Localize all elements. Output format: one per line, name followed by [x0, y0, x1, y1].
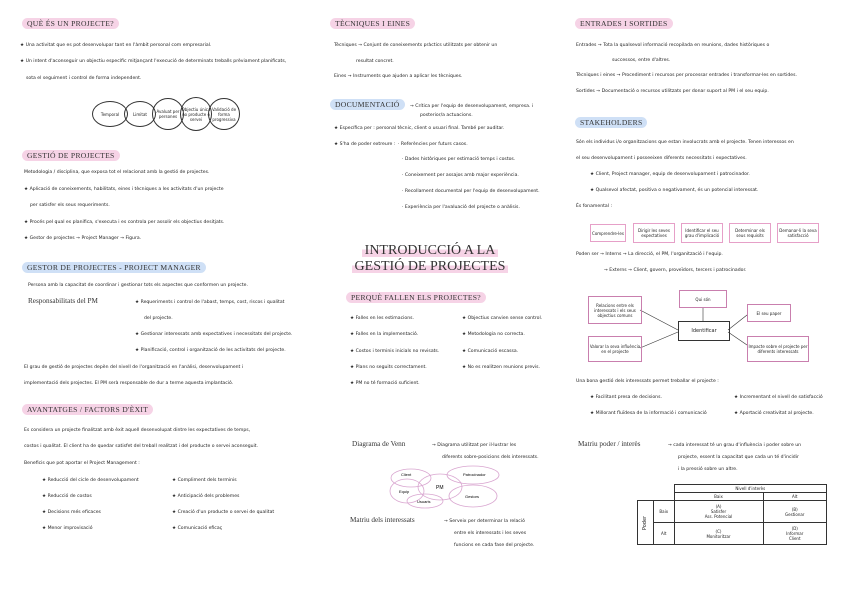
matrix-poder-label: Poder [638, 501, 654, 545]
venn-label-pm: PM [436, 485, 444, 491]
header-gestio: GESTIÓ DE PROJECTES [22, 150, 120, 161]
text-line: del projecte. [144, 316, 173, 321]
text-line: Sortides → Documentació o recursos utilitzats per donar suport al PM i el seu equip. [576, 89, 769, 94]
oval-temporal: Temporal [92, 101, 128, 127]
venn-label-gestors: Gestors [465, 494, 480, 499]
list-item: · Referències per futurs casos. [398, 142, 468, 147]
title-line-1: INTRODUCCIÓ A LA [362, 243, 499, 258]
text-line: resultat concret. [356, 59, 394, 64]
text-line: ★ Requeriments i control de l'abast, temps, cost, riscos i qualitat [135, 300, 285, 305]
subheader-matriu: Matriu dels interessats [350, 516, 415, 524]
text-line: És fonamental : [576, 204, 613, 209]
text-line: ★ Gestor de projectes → Project Manager → Figura. [24, 236, 142, 241]
text-line: → Crítica per l'equip de desenvolupament, empresa. i [410, 104, 534, 109]
oval-limitat: Limitat [124, 101, 156, 127]
matrix-row-alt: Alt [654, 523, 675, 545]
list-item: · Experiència per l'avaluació del projecte o anàlisis. [402, 205, 520, 210]
title-line-2: GESTIÓ DE PROJECTES [352, 259, 509, 274]
list-item: ★ Reducció de costos [42, 494, 92, 499]
text-line: per satisfer els seus requeriments. [30, 203, 110, 208]
venn-label-client: Client [401, 472, 412, 477]
text-line: Tècniques i eines → Procediment i recursos per processar entrades i transformar-les en sortides. [576, 73, 797, 78]
text-line: → Externs → Client, govern, proveïdors, tercers i patrocinador. [604, 268, 747, 273]
text-line: ★ Procés pel qual es planifica, s'executa i es controla per assolir els objectius desitjats. [24, 220, 225, 225]
header-que-es: QUÈ ÉS UN PROJECTE? [22, 18, 119, 29]
box-determinar: Determinar els seus requisits [729, 223, 771, 243]
power-interest-matrix [637, 484, 827, 545]
header-avantatges: AVANTATGES / FACTORS D'ÈXIT [22, 404, 153, 415]
list-item: ★ Creació d'un producte o servei de qualitat [172, 510, 275, 515]
text-line: ★ S'ha de poder extreure : [334, 142, 396, 147]
matrix-col-baix: Baix [674, 493, 763, 501]
list-item: ★ Decisions més eficaces [42, 510, 101, 515]
list-item: ★ Incrementant el nivell de satisfacció [734, 395, 823, 400]
text-line: Tècniques → Conjunt de coneixements pràctics utilitzats per obtenir un [334, 43, 498, 48]
box-identificar: Identificar [678, 321, 730, 341]
list-item: ★ Millorant fluïdesa de la informació i comunicació [590, 411, 707, 416]
list-item: ★ Client, Project manager, equip de desenvolupament i patrocinador. [590, 172, 750, 177]
box-paper: El seu paper [747, 304, 791, 322]
list-item: · Coneixement per assajos amb major experiència. [402, 173, 519, 178]
box-qui-son: Qui són [679, 290, 727, 308]
venn-label-patrocinador: Patrocinador [463, 472, 486, 477]
box-satisfaccio: Demanar-li la seva satisfacció [777, 223, 819, 243]
list-item: · Dades històriques per estimació temps i costos. [402, 157, 516, 162]
text-line: → Diagrama utilitzat per il·lustrar les [432, 443, 517, 448]
list-item: ★ Compliment dels terminis [172, 478, 237, 483]
box-impacte: Impacte sobre el projecte per diferents interessats [747, 336, 809, 362]
list-item: ★ Comunicació escassa. [462, 349, 519, 354]
list-item: ★ No es realitzen reunions previs. [462, 365, 541, 370]
list-item: ★ Falles en les estimacions. [350, 316, 414, 321]
matrix-nivell-interes: Nivell d'interès [674, 485, 827, 493]
oval-validacio: Validació de forma progressiva [208, 98, 240, 130]
text-line: Entrades → Tota la qualsevol informació recopilada en reunions, dades històriques o [576, 43, 770, 48]
text-line: Es considera un projecte finalitzat amb èxit aquell desenvolupat dintre les expectatives de temps, [24, 428, 251, 433]
box-influencia: Valorar la seva influència en el projecte [588, 336, 642, 362]
text-line: costos i qualitat. El client ha de quedar satisfet del treball realitzat i del producte o servei aconseguit. [24, 444, 259, 449]
matrix-cell-b: (B) Gestionar [763, 501, 827, 523]
text-line: Eines → Instruments que ajuden a aplicar les tècniques. [334, 74, 463, 79]
list-item: ★ Facilitant presa de decisions. [590, 395, 662, 400]
matrix-col-alt: Alt [763, 493, 827, 501]
list-item: ★ Metodologia no correcta. [462, 332, 525, 337]
header-perque: PERQUÈ FALLEN ELS PROJECTES? [346, 292, 486, 303]
text-line: posterior/a actuacions. [420, 113, 473, 118]
text-line: Una bona gestió dels interessats permet treballar el projecte : [576, 379, 719, 384]
list-item: ★ Comunicació eficaç [172, 526, 223, 531]
list-item: ★ Costos i terminis inicials no revisats. [350, 349, 440, 354]
header-gestor: GESTOR DE PROJECTES - PROJECT MANAGER [22, 262, 206, 273]
subheader-poder: Matriu poder / interès [578, 440, 641, 448]
matrix-cell-d: (D) Informar Client [763, 523, 827, 545]
matrix-cell-a: (A) Satisfer Ass. Potencial [674, 501, 763, 523]
list-item: · Recollament documental per l'equip de desenvolupament. [402, 189, 540, 194]
box-comprendre: Comprendre-les [590, 224, 626, 242]
text-line: → cada interessat té un grau d'influència i poder sobre un [668, 443, 802, 448]
text-line: funcions en cada fase del projecte. [454, 543, 535, 548]
oval-objectiu: Objectiu únic i no producte o servei [180, 97, 212, 131]
text-line: ★ Una activitat que es pot desenvolupar tant en l'àmbit personal com empresarial. [20, 43, 212, 48]
text-line: ★ Un intent d'aconseguir un objectiu específic mitjançant l'execució de determinats treballs prèviament planificats, [20, 59, 287, 64]
text-line: projecte, essent la capacitat que cada un té d'incidir [678, 455, 799, 460]
list-item: ★ Reducció del cicle de desenvolupament [42, 478, 139, 483]
list-item: ★ PM no té formació suficient. [350, 381, 420, 386]
list-item: ★ Aportació creativitat al projecte. [734, 411, 814, 416]
list-item: ★ Falles en la implementació. [350, 332, 419, 337]
text-line: successos, entre d'altres. [612, 58, 671, 63]
list-item: ★ Plans no seguits correctament. [350, 365, 427, 370]
header-documentacio: DOCUMENTACIÓ [330, 99, 405, 110]
venn-label-equip: Equip [399, 489, 410, 494]
text-line: Són els individus i/o organitzacions que estan involucrats amb el projecte. Tenen interessos en [576, 140, 794, 145]
text-line: sota el seguiment i control de forma independent. [26, 76, 142, 81]
box-relacions: Relacions entre els interessats i els seus objectius comuns [588, 296, 642, 324]
text-line: ★ Gestionar interessats amb expectatives i necessitats del projecte. [135, 332, 293, 337]
list-item: ★ Objectius canvien sense control. [462, 316, 543, 321]
list-item: ★ Qualsevol afectat, positiva o negativament, és un potencial interessat. [590, 188, 759, 193]
header-stakeholders: STAKEHOLDERS [575, 117, 647, 128]
venn-label-usuaris: Usuaris [417, 499, 431, 504]
text-line: entre els interessats i les seves [454, 531, 527, 536]
text-line: Metodologia / disciplina, que exposa tot el relacionat amb la gestió de projectes. [24, 170, 210, 175]
text-line: ★ Aplicació de coneixements, habilitats, eines i tècniques a les activitats d'un projecte [24, 187, 224, 192]
text-line: ★ Planificació, control i organització de les activitats del projecte. [135, 348, 286, 353]
text-line: el seu desenvolupament i posseeixen diferents necessitats i expectatives. [576, 156, 747, 161]
box-identificar-grau: Identificar el seu grau d'implicació [681, 223, 723, 243]
matrix-cell-c: (C) Monitoritzar [674, 523, 763, 545]
header-tecniques: TÈCNIQUES I EINES [330, 18, 415, 29]
matrix-row-baix: Baix [654, 501, 675, 523]
subheader-responsabilitats: Responsabilitats del PM [28, 297, 98, 305]
list-item: ★ Menor improvisació [42, 526, 93, 531]
subheader-venn: Diagrama de Venn [352, 440, 406, 448]
text-line: Beneficis que pot aportar el Project Management : [24, 461, 140, 466]
header-entrades: ENTRADES I SORTIDES [575, 18, 673, 29]
text-line: ★ Específica per : personal tècnic, client o usuari final. També per auditar. [334, 126, 505, 131]
text-line: El grau de gestió de projectes depèn del nivell de l'organització en l'anàlisi, desenvolupament i [24, 365, 244, 370]
text-line: Persona amb la capacitat de coordinar i gestionar tots els aspectes que conformen un projecte. [28, 283, 248, 288]
list-item: ★ Anticipació dels problemes [172, 494, 240, 499]
text-line: i la pressió sobre un altre. [678, 467, 738, 472]
text-line: Poden ser → Interns → La direcció, el PM, l'organització i l'equip. [576, 252, 723, 257]
venn-diagram [385, 461, 505, 511]
box-dirigir: Dirigir les seves expectatives [633, 223, 675, 243]
oval-avaluat: Avaluat per persones [152, 98, 184, 130]
text-line: diferents sobre-posicions dels interessats. [442, 455, 539, 460]
text-line: implementació dels projectes. El PM serà responsable de dur a terme aquesta implantació. [24, 381, 234, 386]
text-line: → Serveix per determinar la relació [444, 519, 525, 524]
page-title [340, 243, 520, 275]
